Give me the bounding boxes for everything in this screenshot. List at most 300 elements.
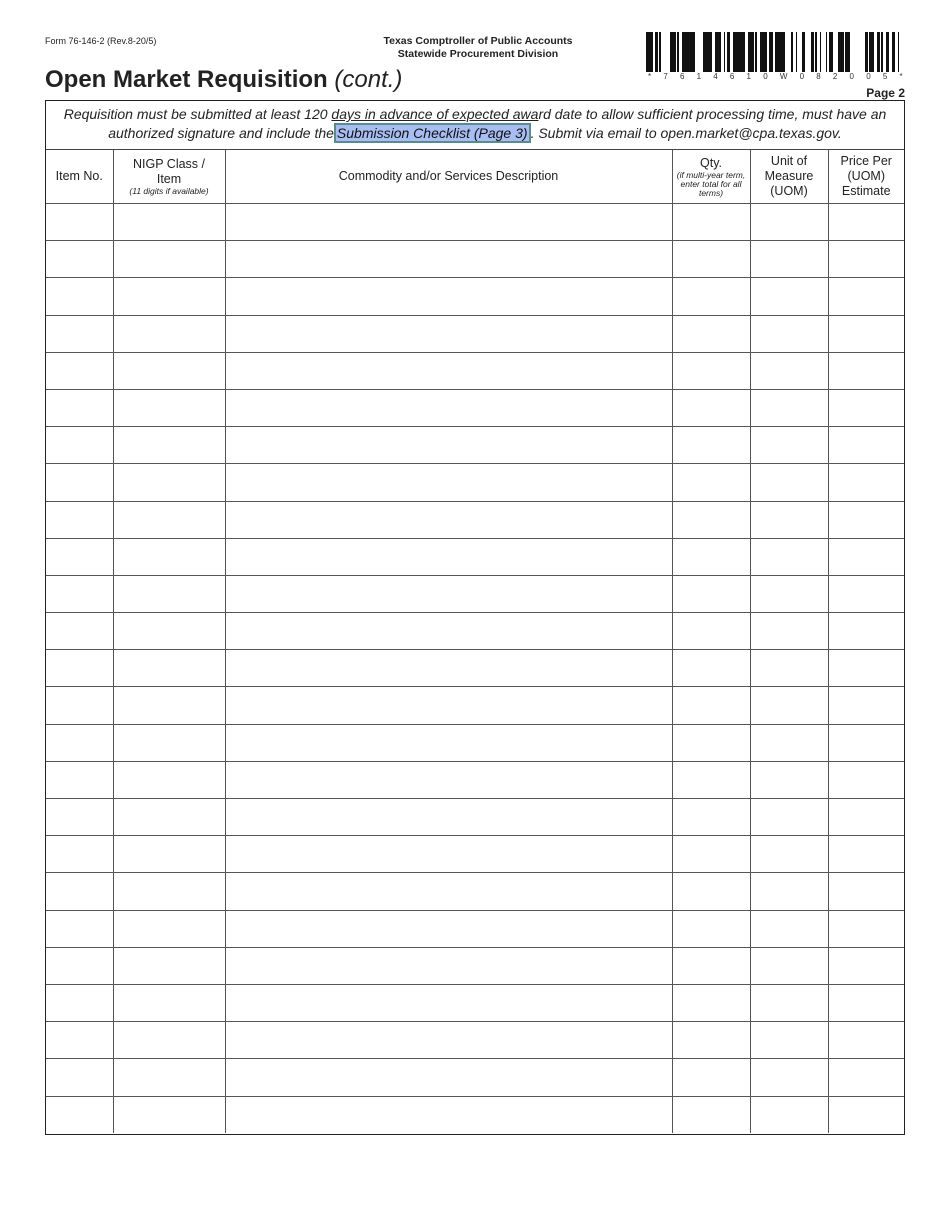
description-input[interactable] — [226, 316, 672, 352]
table-row — [46, 873, 904, 910]
description-input[interactable] — [226, 948, 672, 984]
table-header-row — [46, 150, 904, 204]
cell-price-per-uom — [828, 315, 904, 352]
cell-quantity — [672, 910, 750, 947]
unit-of-measure-input[interactable] — [751, 799, 828, 835]
notice-underlined: days in advance of expected awa — [331, 106, 539, 122]
table-row — [46, 1022, 904, 1059]
barcode-bar — [655, 32, 658, 72]
cell-price-per-uom — [828, 1096, 904, 1133]
nigp-class-item-input[interactable] — [114, 241, 225, 277]
unit-of-measure-input[interactable] — [751, 613, 828, 649]
barcode-bar — [796, 32, 797, 72]
unit-of-measure-input[interactable] — [751, 687, 828, 723]
cell-quantity — [672, 947, 750, 984]
description-input[interactable] — [226, 725, 672, 761]
quantity-input[interactable] — [673, 762, 750, 798]
item-no-input[interactable] — [46, 390, 113, 426]
price-per-uom-input[interactable] — [829, 390, 905, 426]
column-label: Qty. — [700, 155, 722, 170]
table-row — [46, 650, 904, 687]
unit-of-measure-input[interactable] — [751, 725, 828, 761]
cell-quantity — [672, 687, 750, 724]
barcode-bar — [841, 32, 844, 72]
column-header-quantity — [672, 150, 750, 204]
unit-of-measure-input[interactable] — [751, 762, 828, 798]
cell-price-per-uom — [828, 873, 904, 910]
barcode-bar — [772, 32, 773, 72]
table-row — [46, 836, 904, 873]
description-input[interactable] — [226, 985, 672, 1021]
unit-of-measure-input[interactable] — [751, 427, 828, 463]
cell-description — [225, 650, 672, 687]
barcode-bar — [677, 32, 679, 72]
unit-of-measure-input[interactable] — [751, 1059, 828, 1095]
barcode-bar — [893, 32, 895, 72]
quantity-input[interactable] — [673, 948, 750, 984]
nigp-class-item-input[interactable] — [114, 836, 225, 872]
nigp-class-item-input[interactable] — [114, 985, 225, 1021]
cell-nigp-class-item — [113, 1059, 225, 1096]
unit-of-measure-input[interactable] — [751, 836, 828, 872]
barcode-bar — [743, 32, 745, 72]
barcode-bar — [760, 32, 761, 72]
barcode-bar — [778, 32, 779, 72]
barcode-bar — [871, 32, 874, 72]
cell-quantity — [672, 650, 750, 687]
barcode-bar — [779, 32, 781, 72]
price-per-uom-input[interactable] — [829, 725, 905, 761]
quantity-input[interactable] — [673, 725, 750, 761]
cell-item-no — [46, 427, 113, 464]
barcode-bar — [736, 32, 737, 72]
nigp-class-item-input[interactable] — [114, 948, 225, 984]
cell-quantity — [672, 873, 750, 910]
item-no-input[interactable] — [46, 539, 113, 575]
barcode — [643, 32, 903, 72]
unit-of-measure-input[interactable] — [751, 576, 828, 612]
description-input[interactable] — [226, 502, 672, 538]
cell-item-no — [46, 1022, 113, 1059]
cell-unit-of-measure — [750, 575, 828, 612]
cell-nigp-class-item — [113, 538, 225, 575]
column-note: (if multi-year term, enter total for all terms) — [676, 169, 746, 198]
description-input[interactable] — [226, 650, 672, 686]
cell-price-per-uom — [828, 1022, 904, 1059]
cell-unit-of-measure — [750, 278, 828, 315]
cell-description — [225, 538, 672, 575]
description-input[interactable] — [226, 464, 672, 500]
barcode-bar — [709, 32, 712, 72]
barcode-bar — [706, 32, 707, 72]
unit-of-measure-input[interactable] — [751, 985, 828, 1021]
price-per-uom-input[interactable] — [829, 948, 905, 984]
barcode-bar — [652, 32, 653, 72]
quantity-input[interactable] — [673, 650, 750, 686]
item-no-input[interactable] — [46, 316, 113, 352]
quantity-input[interactable] — [673, 911, 750, 947]
cell-unit-of-measure — [750, 1022, 828, 1059]
column-header-price-per-uom — [828, 150, 904, 204]
unit-of-measure-input[interactable] — [751, 464, 828, 500]
description-input[interactable] — [226, 241, 672, 277]
cell-item-no — [46, 650, 113, 687]
item-no-input[interactable] — [46, 241, 113, 277]
price-per-uom-input[interactable] — [829, 687, 905, 723]
cell-description — [225, 501, 672, 538]
cell-price-per-uom — [828, 389, 904, 426]
cell-nigp-class-item — [113, 427, 225, 464]
quantity-input[interactable] — [673, 576, 750, 612]
nigp-class-item-input[interactable] — [114, 762, 225, 798]
cell-unit-of-measure — [750, 464, 828, 501]
item-no-input[interactable] — [46, 1022, 113, 1058]
cell-price-per-uom — [828, 1059, 904, 1096]
quantity-input[interactable] — [673, 1022, 750, 1058]
cell-quantity — [672, 427, 750, 464]
cell-item-no — [46, 910, 113, 947]
cell-quantity — [672, 389, 750, 426]
agency-name — [330, 35, 626, 61]
barcode-bar — [791, 32, 793, 72]
description-input[interactable] — [226, 539, 672, 575]
cell-unit-of-measure — [750, 836, 828, 873]
nigp-class-item-input[interactable] — [114, 873, 225, 909]
cell-quantity — [672, 1059, 750, 1096]
unit-of-measure-input[interactable] — [751, 539, 828, 575]
nigp-class-item-input[interactable] — [114, 911, 225, 947]
cell-item-no — [46, 575, 113, 612]
quantity-input[interactable] — [673, 204, 750, 240]
item-no-input[interactable] — [46, 576, 113, 612]
description-input[interactable] — [226, 1022, 672, 1058]
description-input[interactable] — [226, 427, 672, 463]
table-row — [46, 575, 904, 612]
table-row — [46, 613, 904, 650]
cell-quantity — [672, 984, 750, 1021]
cell-unit-of-measure — [750, 241, 828, 278]
barcode-bar — [719, 32, 721, 72]
nigp-class-item-input[interactable] — [114, 687, 225, 723]
price-per-uom-input[interactable] — [829, 762, 905, 798]
agency-line-1: Texas Comptroller of Public Accounts — [383, 35, 573, 47]
description-input[interactable] — [226, 1059, 672, 1095]
item-no-input[interactable] — [46, 725, 113, 761]
price-per-uom-input[interactable] — [829, 427, 905, 463]
cell-description — [225, 910, 672, 947]
quantity-input[interactable] — [673, 873, 750, 909]
cell-description — [225, 799, 672, 836]
quantity-input[interactable] — [673, 1059, 750, 1095]
unit-of-measure-input[interactable] — [751, 1022, 828, 1058]
description-input[interactable] — [226, 762, 672, 798]
cell-price-per-uom — [828, 241, 904, 278]
cell-quantity — [672, 278, 750, 315]
quantity-input[interactable] — [673, 390, 750, 426]
nigp-class-item-input[interactable] — [114, 725, 225, 761]
quantity-input[interactable] — [673, 502, 750, 538]
barcode-bar — [742, 32, 743, 72]
cell-item-no — [46, 724, 113, 761]
price-per-uom-input[interactable] — [829, 278, 905, 314]
unit-of-measure-input[interactable] — [751, 650, 828, 686]
cell-item-no — [46, 873, 113, 910]
column-label: Unit of Measure (UOM) — [764, 154, 814, 198]
price-per-uom-input[interactable] — [829, 1059, 905, 1095]
item-no-input[interactable] — [46, 278, 113, 314]
barcode-bar — [724, 32, 725, 72]
cell-unit-of-measure — [750, 650, 828, 687]
price-per-uom-input[interactable] — [829, 464, 905, 500]
description-input[interactable] — [226, 278, 672, 314]
barcode-bar — [649, 32, 652, 72]
cell-unit-of-measure — [750, 910, 828, 947]
cell-description — [225, 389, 672, 426]
nigp-class-item-input[interactable] — [114, 650, 225, 686]
unit-of-measure-input[interactable] — [751, 1097, 828, 1133]
quantity-input[interactable] — [673, 613, 750, 649]
item-no-input[interactable] — [46, 687, 113, 723]
price-per-uom-input[interactable] — [829, 1097, 905, 1133]
price-per-uom-input[interactable] — [829, 539, 905, 575]
cell-unit-of-measure — [750, 761, 828, 798]
quantity-input[interactable] — [673, 1097, 750, 1133]
column-header-nigp-class-item — [113, 150, 225, 204]
barcode-bar — [815, 32, 817, 72]
nigp-class-item-input[interactable] — [114, 204, 225, 240]
quantity-input[interactable] — [673, 799, 750, 835]
quantity-input[interactable] — [673, 985, 750, 1021]
cell-description — [225, 873, 672, 910]
cell-nigp-class-item — [113, 947, 225, 984]
price-per-uom-input[interactable] — [829, 911, 905, 947]
nigp-class-item-input[interactable] — [114, 576, 225, 612]
quantity-input[interactable] — [673, 687, 750, 723]
nigp-class-item-input[interactable] — [114, 502, 225, 538]
item-no-input[interactable] — [46, 762, 113, 798]
unit-of-measure-input[interactable] — [751, 278, 828, 314]
barcode-bar — [707, 32, 709, 72]
cell-nigp-class-item — [113, 873, 225, 910]
cell-unit-of-measure — [750, 538, 828, 575]
price-per-uom-input[interactable] — [829, 204, 905, 240]
barcode-bar — [803, 32, 805, 72]
description-input[interactable] — [226, 576, 672, 612]
description-input[interactable] — [226, 613, 672, 649]
price-per-uom-input[interactable] — [829, 1022, 905, 1058]
barcode-bar — [784, 32, 785, 72]
cell-description — [225, 1059, 672, 1096]
cell-price-per-uom — [828, 724, 904, 761]
barcode-text: *7614610W082005* — [648, 72, 915, 81]
barcode-bar — [715, 32, 718, 72]
cell-item-no — [46, 761, 113, 798]
description-input[interactable] — [226, 836, 672, 872]
nigp-class-item-input[interactable] — [114, 799, 225, 835]
description-input[interactable] — [226, 204, 672, 240]
nigp-class-item-input[interactable] — [114, 390, 225, 426]
cell-description — [225, 836, 672, 873]
barcode-bar — [727, 32, 730, 72]
item-no-input[interactable] — [46, 948, 113, 984]
price-per-uom-input[interactable] — [829, 502, 905, 538]
cell-item-no — [46, 538, 113, 575]
quantity-input[interactable] — [673, 353, 750, 389]
description-input[interactable] — [226, 353, 672, 389]
table-row — [46, 278, 904, 315]
unit-of-measure-input[interactable] — [751, 502, 828, 538]
table-row — [46, 389, 904, 426]
unit-of-measure-input[interactable] — [751, 316, 828, 352]
item-no-input[interactable] — [46, 464, 113, 500]
cell-price-per-uom — [828, 761, 904, 798]
quantity-input[interactable] — [673, 316, 750, 352]
table-row — [46, 427, 904, 464]
item-no-input[interactable] — [46, 873, 113, 909]
table-row — [46, 464, 904, 501]
barcode-bar — [737, 32, 739, 72]
quantity-input[interactable] — [673, 539, 750, 575]
nigp-class-item-input[interactable] — [114, 1022, 225, 1058]
nigp-class-item-input[interactable] — [114, 427, 225, 463]
notice-text: rd date to allow sufficient processing time, must have an authorized signature and include the — [108, 106, 887, 141]
cell-quantity — [672, 464, 750, 501]
barcode-bar — [887, 32, 889, 72]
cell-unit-of-measure — [750, 1096, 828, 1133]
cell-description — [225, 1096, 672, 1133]
nigp-class-item-input[interactable] — [114, 353, 225, 389]
cell-price-per-uom — [828, 464, 904, 501]
price-per-uom-input[interactable] — [829, 985, 905, 1021]
description-input[interactable] — [226, 911, 672, 947]
nigp-class-item-input[interactable] — [114, 278, 225, 314]
unit-of-measure-input[interactable] — [751, 204, 828, 240]
title-suffix: (cont.) — [334, 66, 403, 93]
table-row — [46, 687, 904, 724]
cell-description — [225, 575, 672, 612]
price-per-uom-input[interactable] — [829, 316, 905, 352]
cell-quantity — [672, 724, 750, 761]
price-per-uom-input[interactable] — [829, 650, 905, 686]
item-no-input[interactable] — [46, 650, 113, 686]
column-label: Price Per (UOM) Estimate — [840, 154, 892, 198]
item-no-input[interactable] — [46, 836, 113, 872]
table-row — [46, 1096, 904, 1133]
cell-item-no — [46, 501, 113, 538]
item-no-input[interactable] — [46, 985, 113, 1021]
cell-nigp-class-item — [113, 1022, 225, 1059]
price-per-uom-input[interactable] — [829, 799, 905, 835]
item-no-input[interactable] — [46, 799, 113, 835]
nigp-class-item-input[interactable] — [114, 539, 225, 575]
barcode-bar — [892, 32, 893, 72]
quantity-input[interactable] — [673, 427, 750, 463]
cell-nigp-class-item — [113, 389, 225, 426]
unit-of-measure-input[interactable] — [751, 241, 828, 277]
item-no-input[interactable] — [46, 353, 113, 389]
price-per-uom-input[interactable] — [829, 613, 905, 649]
price-per-uom-input[interactable] — [829, 353, 905, 389]
table-row — [46, 724, 904, 761]
barcode-bar — [739, 32, 742, 72]
barcode-bar — [838, 32, 839, 72]
cell-unit-of-measure — [750, 204, 828, 241]
cell-description — [225, 761, 672, 798]
table-row — [46, 761, 904, 798]
cell-description — [225, 724, 672, 761]
cell-nigp-class-item — [113, 241, 225, 278]
barcode-bar — [670, 32, 671, 72]
unit-of-measure-input[interactable] — [751, 873, 828, 909]
description-input[interactable] — [226, 687, 672, 723]
cell-nigp-class-item — [113, 761, 225, 798]
cell-unit-of-measure — [750, 315, 828, 352]
barcode-bar — [845, 32, 847, 72]
barcode-bar — [688, 32, 689, 72]
nigp-class-item-input[interactable] — [114, 613, 225, 649]
item-no-input[interactable] — [46, 911, 113, 947]
price-per-uom-input[interactable] — [829, 576, 905, 612]
description-input[interactable] — [226, 799, 672, 835]
quantity-input[interactable] — [673, 464, 750, 500]
unit-of-measure-input[interactable] — [751, 948, 828, 984]
unit-of-measure-input[interactable] — [751, 911, 828, 947]
title-text: Open Market Requisition — [45, 66, 328, 93]
cell-item-no — [46, 687, 113, 724]
item-no-input[interactable] — [46, 204, 113, 240]
description-input[interactable] — [226, 1097, 672, 1133]
item-no-input[interactable] — [46, 502, 113, 538]
barcode-bar — [898, 32, 899, 72]
price-per-uom-input[interactable] — [829, 836, 905, 872]
nigp-class-item-input[interactable] — [114, 464, 225, 500]
quantity-input[interactable] — [673, 278, 750, 314]
price-per-uom-input[interactable] — [829, 241, 905, 277]
item-no-input[interactable] — [46, 427, 113, 463]
cell-quantity — [672, 538, 750, 575]
description-input[interactable] — [226, 390, 672, 426]
submission-checklist-link[interactable]: Submission Checklist (Page 3) — [334, 123, 531, 143]
barcode-bar — [766, 32, 767, 72]
cell-price-per-uom — [828, 799, 904, 836]
barcode-bar — [865, 32, 868, 72]
unit-of-measure-input[interactable] — [751, 353, 828, 389]
description-input[interactable] — [226, 873, 672, 909]
cell-price-per-uom — [828, 910, 904, 947]
cell-price-per-uom — [828, 984, 904, 1021]
nigp-class-item-input[interactable] — [114, 1059, 225, 1095]
quantity-input[interactable] — [673, 241, 750, 277]
cell-description — [225, 613, 672, 650]
cell-unit-of-measure — [750, 389, 828, 426]
cell-price-per-uom — [828, 501, 904, 538]
nigp-class-item-input[interactable] — [114, 1097, 225, 1133]
quantity-input[interactable] — [673, 836, 750, 872]
cell-item-no — [46, 1096, 113, 1133]
cell-unit-of-measure — [750, 724, 828, 761]
item-no-input[interactable] — [46, 1059, 113, 1095]
cell-quantity — [672, 1022, 750, 1059]
items-table — [46, 150, 904, 1133]
price-per-uom-input[interactable] — [829, 873, 905, 909]
unit-of-measure-input[interactable] — [751, 390, 828, 426]
table-row — [46, 352, 904, 389]
barcode-bar — [751, 32, 754, 72]
item-no-input[interactable] — [46, 613, 113, 649]
item-no-input[interactable] — [46, 1097, 113, 1133]
nigp-class-item-input[interactable] — [114, 316, 225, 352]
cell-nigp-class-item — [113, 315, 225, 352]
